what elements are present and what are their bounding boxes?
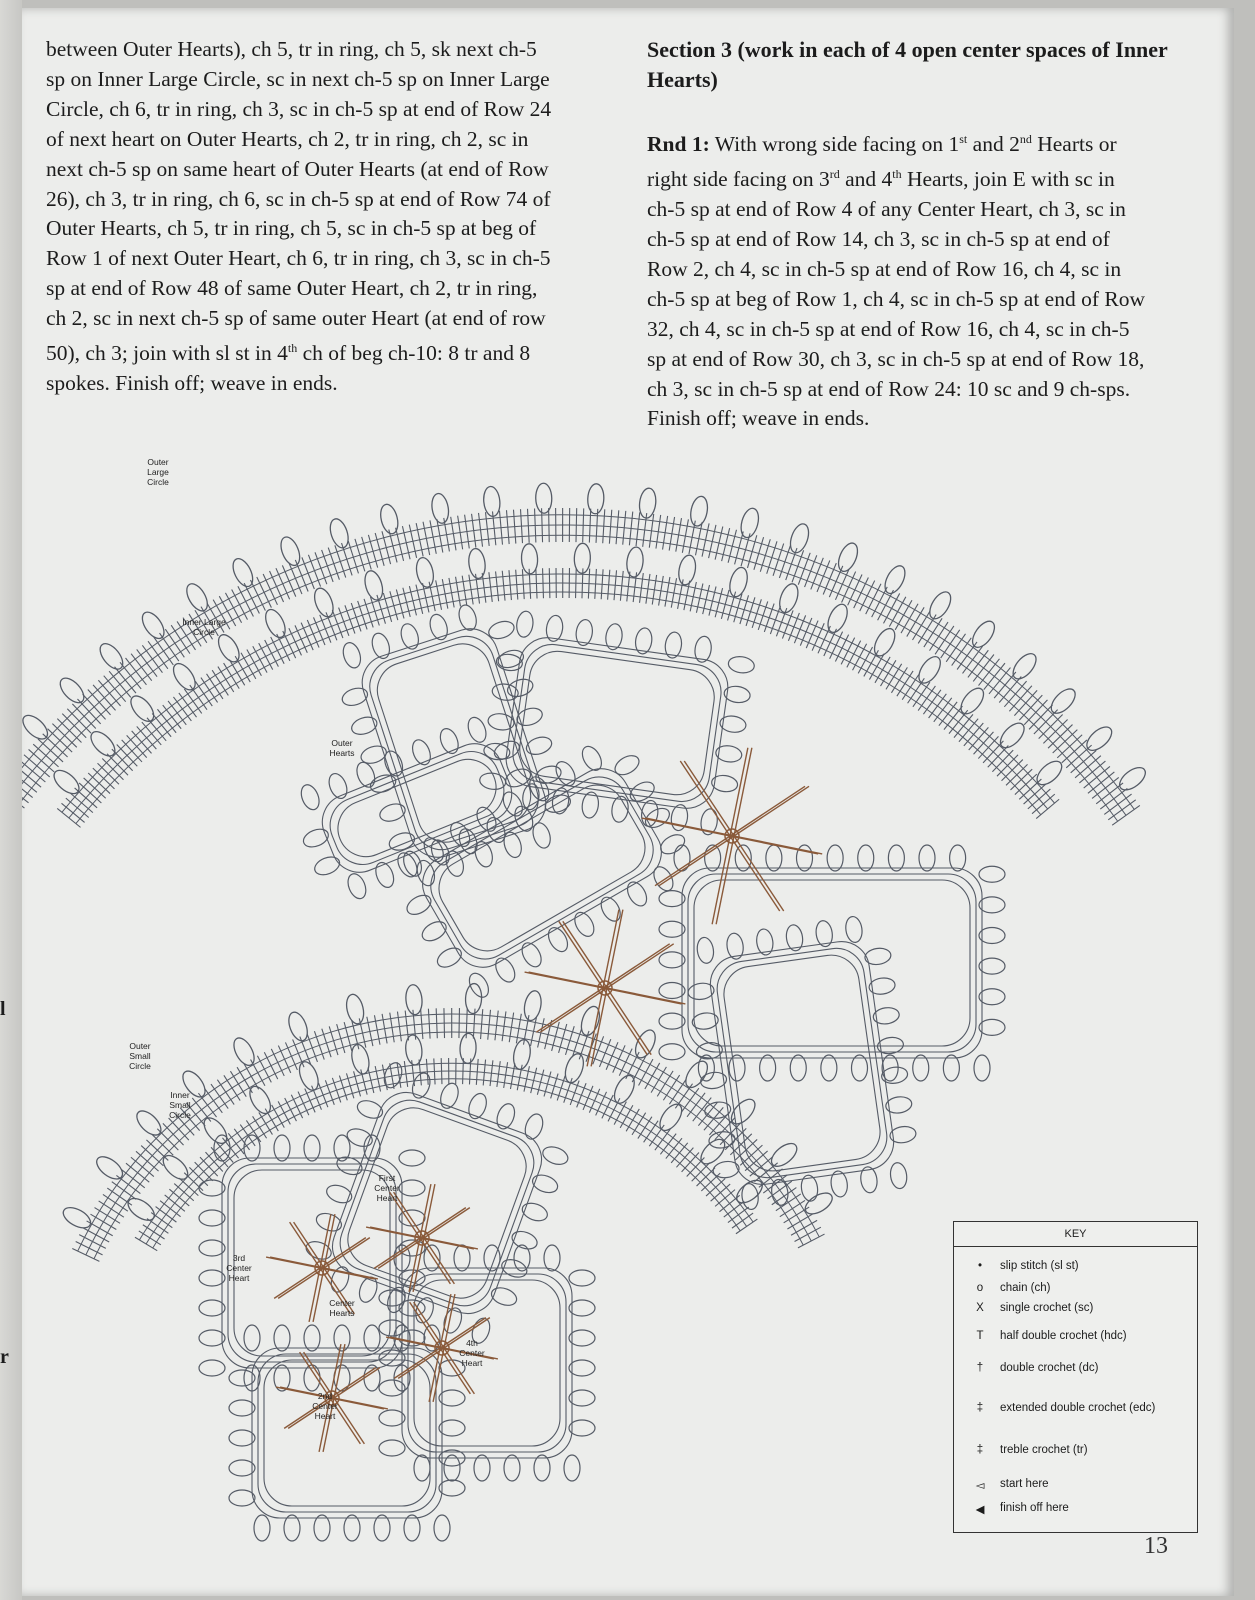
chain-loop xyxy=(214,1135,230,1161)
chain-loop xyxy=(364,1325,380,1351)
superscript: th xyxy=(892,167,902,182)
chain-loop xyxy=(504,1455,520,1481)
inner-small-circle xyxy=(124,1033,766,1251)
chain-loop xyxy=(514,1245,530,1271)
chain-loop xyxy=(434,944,465,971)
motif-row xyxy=(516,648,718,799)
chain-loop xyxy=(229,1370,255,1386)
label-second-center-heart: 2nd Center Heart xyxy=(312,1391,338,1421)
text-fragment: Hearts, join E with sc in xyxy=(901,167,1115,192)
chain-loop xyxy=(230,1035,259,1069)
chain-loop xyxy=(569,1300,595,1316)
chain-loop xyxy=(612,752,643,779)
chain-loop xyxy=(729,1055,745,1081)
motif-row xyxy=(688,874,976,1052)
chain-loop xyxy=(298,782,323,812)
chain-loop xyxy=(439,1420,465,1436)
chain-loop xyxy=(624,879,651,910)
chain-loop xyxy=(968,617,999,651)
chain-loop xyxy=(889,1162,908,1190)
extended-double-crochet-icon: ‡ xyxy=(976,1402,984,1414)
motif-row xyxy=(370,637,538,850)
spoke-line xyxy=(424,1208,470,1238)
chain-loop xyxy=(705,845,721,871)
chain-loop xyxy=(657,831,688,858)
chain-loop xyxy=(597,894,624,925)
chain-loop xyxy=(419,918,450,945)
chain-loop xyxy=(327,517,351,550)
chain-loop xyxy=(544,1245,560,1271)
text-fragment: right side facing on 3 xyxy=(647,167,830,192)
chain-loop xyxy=(56,674,88,707)
text-line: ch 3, sc in ch-5 sp at end of Row 24: 10 sc and 9 ch-sps. xyxy=(647,376,1131,401)
chain-loop xyxy=(404,1515,420,1541)
spoke-line xyxy=(525,972,603,988)
treble-crochet-icon: ‡ xyxy=(976,1444,984,1456)
chain-loop xyxy=(344,993,366,1026)
text-fragment: With wrong side facing on 1 xyxy=(709,132,960,157)
edge-character: r xyxy=(0,1346,9,1368)
text-line: sp on Inner Large Circle, sc in next ch-5 sp on Inner Large xyxy=(46,66,550,91)
spoke-line xyxy=(366,1227,420,1238)
chain-loop xyxy=(827,845,843,871)
label-inner-large-circle: Inner Large Circle xyxy=(182,617,226,637)
spoke-line xyxy=(646,818,734,836)
chain-loop xyxy=(802,1189,836,1218)
chain-loop xyxy=(344,1515,360,1541)
chain-loop xyxy=(569,1270,595,1286)
chain-loop xyxy=(535,483,552,513)
spoke-line xyxy=(655,836,730,886)
chain-loop xyxy=(199,1330,225,1346)
chain-loop xyxy=(334,1325,350,1351)
chain-loop xyxy=(444,1455,460,1481)
row-line xyxy=(22,515,1134,810)
spoke-line xyxy=(563,921,607,988)
chain-loop xyxy=(512,804,537,834)
key-label: finish off here xyxy=(1000,1502,1069,1514)
chain-loop xyxy=(569,1390,595,1406)
chain-loop xyxy=(484,1245,500,1271)
key-title: KEY xyxy=(954,1222,1197,1247)
chain-loop xyxy=(60,1203,94,1232)
text-line: ch-5 sp at end of Row 14, ch 3, sc in ch-5 sp at end of xyxy=(647,227,1110,252)
chain-loop xyxy=(676,554,697,586)
chain-loop xyxy=(285,1010,311,1044)
chain-loop xyxy=(530,821,553,851)
chain-loop xyxy=(467,548,487,580)
chain-loop xyxy=(766,845,782,871)
text-line: Outer Hearts, ch 5, tr in ring, ch 5, sc in ch-5 sp at beg of xyxy=(46,216,537,241)
chain-loop xyxy=(314,1515,330,1541)
chain-loop xyxy=(638,487,657,519)
chain-loop xyxy=(199,1180,225,1196)
label-outer-large-circle: Outer Large Circle xyxy=(147,457,169,487)
chain-loop xyxy=(852,1055,868,1081)
chain-loop xyxy=(465,715,490,745)
round-label: Rnd 1: xyxy=(647,132,710,157)
chain-icon: o xyxy=(976,1282,984,1294)
spoke-line xyxy=(603,988,681,1004)
chain-loop xyxy=(199,1300,225,1316)
superscript: st xyxy=(959,132,968,146)
superscript: rd xyxy=(829,167,840,182)
chain-loop xyxy=(199,1210,225,1226)
text-line: ch-5 sp at end of Row 4 of any Center Heart, ch 3, sc in xyxy=(647,197,1126,222)
chain-loop xyxy=(569,1360,595,1376)
chain-loop xyxy=(950,845,966,871)
spoke-line xyxy=(607,988,685,1004)
text-line: ch 2, sc in next ch-5 sp of same outer Heart (at end of row xyxy=(46,306,546,331)
chain-loop xyxy=(1009,650,1041,683)
spoke-line xyxy=(424,1238,454,1284)
text-fragment: 50), ch 3; join with sl st in 4 xyxy=(46,341,288,366)
key-label: single crochet (sc) xyxy=(1000,1302,1094,1314)
chain-loop xyxy=(562,1051,587,1085)
chain-loop xyxy=(569,1420,595,1436)
spoke-line xyxy=(603,910,619,988)
section-heading: Section 3 (work in each of 4 open center spaces of Inner Hearts) xyxy=(647,37,1168,92)
chain-loop xyxy=(979,989,1005,1005)
chain-loop xyxy=(229,1490,255,1506)
spoke-line xyxy=(684,761,734,836)
motif-row xyxy=(682,868,982,1058)
text-line: between Outer Hearts), ch 5, tr in ring, ch 5, sk next ch-5 xyxy=(46,37,537,61)
chain-loop xyxy=(659,1044,685,1060)
chain-loop xyxy=(913,1055,929,1081)
chain-loop xyxy=(625,546,644,578)
spoke-line xyxy=(529,972,607,988)
chain-loop xyxy=(659,983,685,999)
text-fragment: and 4 xyxy=(839,167,893,192)
chain-loop xyxy=(405,984,424,1015)
chain-loop xyxy=(244,1325,260,1351)
chain-loop xyxy=(659,952,685,968)
spoke-line xyxy=(730,786,805,836)
label-inner-small-circle: Inner Small Circle xyxy=(169,1090,191,1120)
chain-loop xyxy=(564,1455,580,1481)
spoke-line xyxy=(607,988,651,1055)
key-label: half double crochet (hdc) xyxy=(1000,1330,1127,1342)
chain-loop xyxy=(712,1160,740,1179)
chain-loop xyxy=(522,989,543,1021)
chain-loop xyxy=(404,1034,423,1065)
text-line: Row 2, ch 4, sc in ch-5 sp at end of Row 16, ch 4, sc in xyxy=(647,256,1122,281)
finish-off-icon: ◀ xyxy=(975,1504,985,1516)
text-line: Circle, ch 6, tr in ring, ch 3, sc in ch-5 sp at end of Row 24 xyxy=(46,96,552,121)
chain-loop xyxy=(492,955,519,986)
chain-loop xyxy=(821,1055,837,1081)
chain-loop xyxy=(199,1360,225,1376)
spoke-line xyxy=(680,761,730,836)
chain-loop xyxy=(474,1455,490,1481)
chain-loop xyxy=(434,1515,450,1541)
text-line: ch-5 sp at beg of Row 1, ch 4, sc in ch-5 sp at end of Row xyxy=(647,286,1145,311)
chain-loop xyxy=(414,1455,430,1481)
chain-loop xyxy=(835,540,862,574)
chain-loop xyxy=(974,1055,990,1081)
chain-loop xyxy=(379,1380,405,1396)
chain-loop xyxy=(229,1400,255,1416)
chain-loop xyxy=(374,1515,390,1541)
key-label: double crochet (dc) xyxy=(1000,1362,1099,1374)
spoke-line xyxy=(559,921,603,988)
spoke-star xyxy=(642,748,822,924)
motif-row xyxy=(340,1100,534,1306)
text-line: Row 1 of next Outer Heart, ch 6, tr in ring, ch 3, sc in ch-5 xyxy=(46,246,551,271)
spoke-line xyxy=(274,1268,320,1298)
chain-loop xyxy=(659,921,685,937)
motif-row xyxy=(264,1360,430,1506)
single-crochet-icon: X xyxy=(976,1302,984,1314)
chain-loop xyxy=(229,1460,255,1476)
double-crochet-icon: † xyxy=(976,1362,984,1374)
text-line: sp at end of Row 30, ch 3, sc in ch-5 sp at end of Row 18, xyxy=(647,346,1145,371)
chain-loop xyxy=(277,534,303,568)
key-label: extended double crochet (edc) xyxy=(1000,1402,1156,1414)
spoke-line xyxy=(734,836,822,854)
stitch-key xyxy=(953,1221,1198,1533)
text-fragment: and 2 xyxy=(967,132,1020,157)
chain-loop xyxy=(304,1325,320,1351)
chain-loop xyxy=(379,1410,405,1426)
motif-row xyxy=(325,1085,550,1322)
spoke-line xyxy=(374,1238,420,1268)
chain-loop xyxy=(439,1390,465,1406)
chain-loop xyxy=(979,1019,1005,1035)
chain-loop xyxy=(571,909,598,940)
chain-loop xyxy=(864,947,892,966)
chain-loop xyxy=(518,940,545,971)
text-line: sp at end of Row 48 of same Outer Heart, ch 2, tr in ring, xyxy=(46,276,538,301)
chain-loop xyxy=(296,1059,322,1093)
text-line: 26), ch 3, tr in ring, ch 6, sc in ch-5 sp at end of Row 74 of xyxy=(46,186,551,211)
chain-loop xyxy=(979,897,1005,913)
spoke-line xyxy=(290,1222,320,1268)
chain-loop xyxy=(304,1135,320,1161)
chain-loop xyxy=(688,495,709,527)
chain-loop xyxy=(858,845,874,871)
chain-loop xyxy=(776,581,801,615)
motif-row xyxy=(421,767,664,970)
text-line: of next heart on Outer Hearts, ch 2, tr in ring, ch 2, sc in xyxy=(46,126,529,151)
spoke-line xyxy=(730,748,748,836)
chain-loop xyxy=(979,958,1005,974)
chain-loop xyxy=(522,1112,546,1142)
chain-loop xyxy=(587,483,604,514)
label-first-center-heart: First Center Heart xyxy=(374,1173,400,1203)
slip-stitch-icon: • xyxy=(977,1260,983,1272)
outer-heart-motif xyxy=(284,705,550,910)
chain-loop xyxy=(183,580,212,614)
chain-loop xyxy=(454,1245,470,1271)
chain-loop xyxy=(345,871,370,901)
spoke-line xyxy=(734,786,809,836)
chain-loop xyxy=(430,492,451,524)
chain-loop xyxy=(979,928,1005,944)
chain-loop xyxy=(274,1325,290,1351)
chain-loop xyxy=(244,1135,260,1161)
motif-row xyxy=(429,775,655,961)
spoke-line xyxy=(603,944,670,988)
text-line: Finish off; weave in ends. xyxy=(647,406,870,431)
chain-loop xyxy=(515,610,534,638)
motif-row xyxy=(412,759,671,978)
chain-loop xyxy=(696,936,715,964)
label-outer-small-circle: Outer Small Circle xyxy=(129,1041,151,1071)
key-label: treble crochet (tr) xyxy=(1000,1444,1088,1456)
chain-loop xyxy=(284,1515,300,1541)
chain-loop xyxy=(760,1055,776,1081)
chain-loop xyxy=(1047,685,1079,718)
outer-heart-motif xyxy=(659,845,1005,1081)
chain-loop xyxy=(439,1480,465,1496)
chain-loop xyxy=(926,588,955,622)
chain-loop xyxy=(569,1330,595,1346)
spoke-line xyxy=(659,836,734,886)
half-double-crochet-icon: T xyxy=(976,1330,984,1342)
chain-loop xyxy=(362,569,386,602)
chain-loop xyxy=(574,543,591,573)
chain-loop xyxy=(1083,723,1116,755)
chain-loop xyxy=(379,1440,405,1456)
chain-loop xyxy=(96,640,127,673)
text-fragment: ch of beg ch-10: 8 tr and 8 xyxy=(297,341,531,366)
motif-row xyxy=(322,743,513,873)
chain-loop xyxy=(844,915,863,943)
spoke-line xyxy=(266,1257,320,1268)
page-number: 13 xyxy=(1144,1533,1168,1559)
chain-loop xyxy=(787,522,812,556)
row-line xyxy=(146,1071,747,1244)
chain-loop xyxy=(274,1135,290,1161)
chain-loop xyxy=(727,565,750,598)
chain-loop xyxy=(229,1430,255,1446)
key-label: slip stitch (sl st) xyxy=(1000,1260,1079,1272)
label-center-hearts: Center Hearts xyxy=(329,1298,355,1318)
text-line: next ch-5 sp on same heart of Outer Hearts (at end of Row xyxy=(46,156,549,181)
chain-loop xyxy=(919,845,935,871)
pattern-page xyxy=(22,8,1234,1596)
chain-loop xyxy=(943,1055,959,1081)
chain-loop xyxy=(540,1144,570,1168)
chain-loop xyxy=(138,608,168,642)
chain-loop xyxy=(340,640,363,670)
chain-loop xyxy=(456,603,479,633)
chain-loop xyxy=(870,625,899,659)
chain-loop xyxy=(311,586,337,620)
chain-loop xyxy=(659,891,685,907)
chain-loop xyxy=(399,1150,425,1166)
label-third-center-heart: 3rd Center Heart xyxy=(226,1253,252,1283)
chain-loop xyxy=(534,1455,550,1481)
superscript: th xyxy=(287,341,298,356)
key-label: start here xyxy=(1000,1478,1049,1490)
spoke-line xyxy=(424,1238,478,1249)
chain-loop xyxy=(304,1365,320,1391)
chain-loop xyxy=(465,983,482,1014)
chain-loop xyxy=(312,854,342,879)
text-line: spokes. Finish off; weave in ends. xyxy=(46,371,338,396)
chain-loop xyxy=(650,863,677,894)
text-line: 32, ch 4, sc in ch-5 sp at end of Row 16, ch 4, sc in ch-5 xyxy=(647,316,1130,341)
chain-loop xyxy=(414,556,436,589)
chain-loop xyxy=(379,1320,405,1336)
adjacent-page-edge xyxy=(0,0,22,1600)
chain-loop xyxy=(727,655,755,674)
motif-row xyxy=(509,641,724,805)
key-label: chain (ch) xyxy=(1000,1282,1051,1294)
text-fragment: Hearts or xyxy=(1031,132,1117,157)
label-fourth-center-heart: 4th Center Heart xyxy=(459,1338,485,1368)
superscript: nd xyxy=(1019,132,1032,146)
start-here-icon: ◅ xyxy=(975,1480,985,1492)
chain-loop xyxy=(254,1515,270,1541)
edge-character: l xyxy=(0,998,6,1020)
chain-loop xyxy=(979,866,1005,882)
label-outer-hearts: Outer Hearts xyxy=(329,738,355,758)
chain-loop xyxy=(888,845,904,871)
chain-loop xyxy=(790,1055,806,1081)
outer-heart-motif xyxy=(681,912,923,1214)
chain-loop xyxy=(459,1033,476,1064)
chain-loop xyxy=(404,891,435,918)
chain-loop xyxy=(1116,763,1150,794)
chain-loop xyxy=(659,1013,685,1029)
spoke-line xyxy=(536,988,603,1032)
